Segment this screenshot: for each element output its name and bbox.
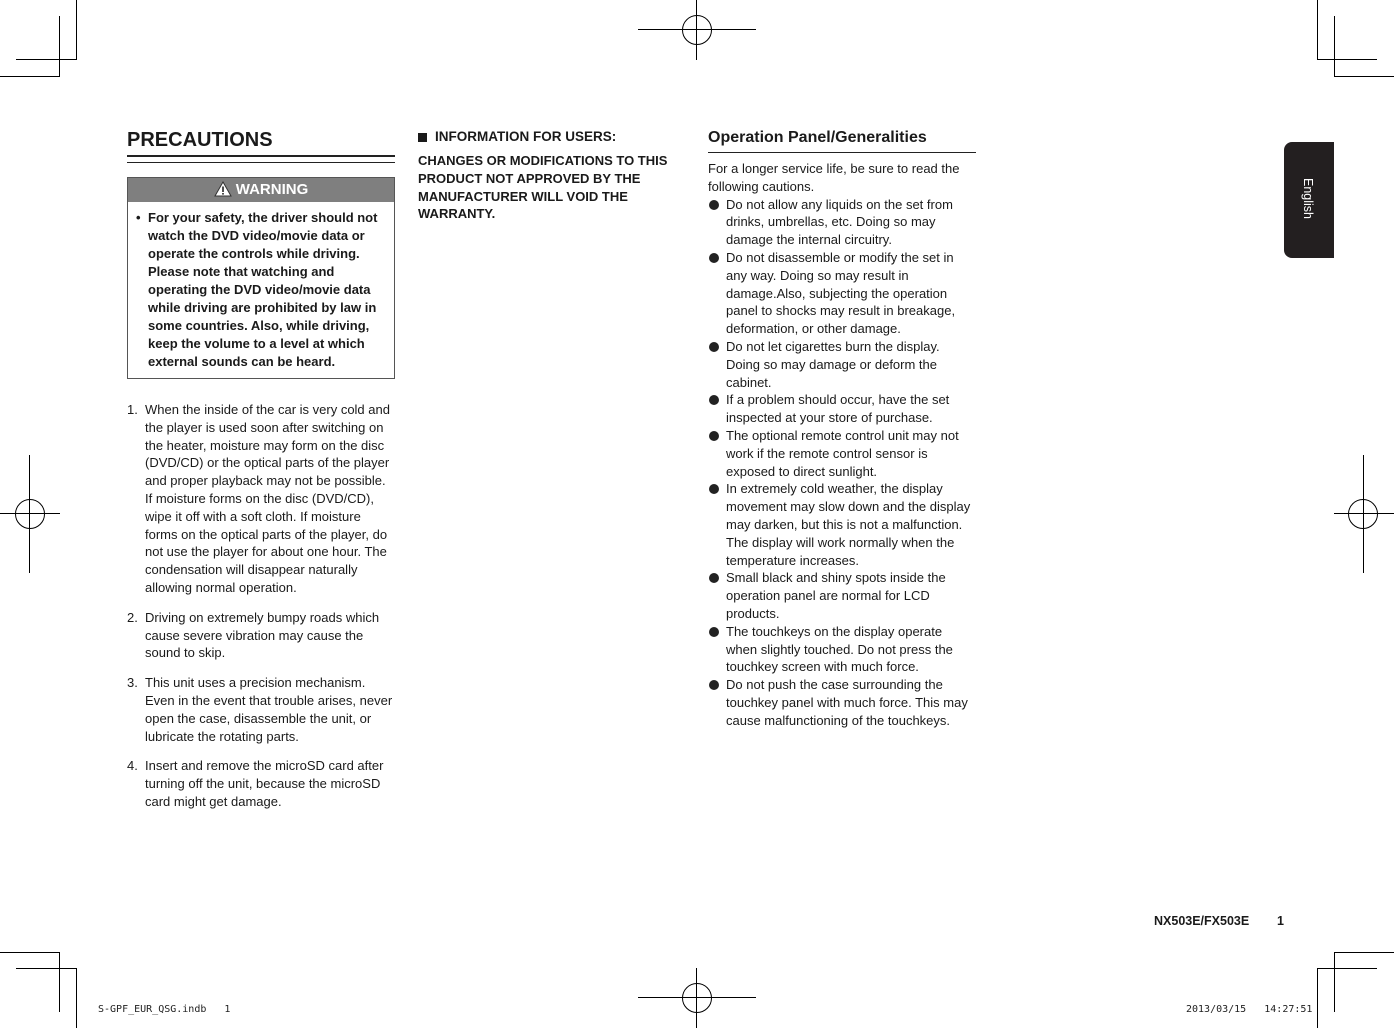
square-bullet-icon [418,133,427,142]
language-tab-label: English [1301,178,1315,219]
warning-label: WARNING [235,181,309,198]
list-item: Do not let cigarettes burn the display. Doing so may damage or deform the cabinet. [708,338,976,391]
title-rule [127,155,395,163]
list-item: 3. This unit uses a precision mechanism. Even in the event that trouble arises, never open the case, disassemble the unit, or lubricate the rotating parts. [127,675,393,744]
file-slug: S-GPF_EUR_QSG.indb 1 [98,1004,231,1015]
page-number: 1 [1277,914,1284,928]
warning-header [128,178,394,202]
bullet-mark: • [136,210,141,225]
list-item: The touchkeys on the display operate when slightly touched. Do not press the touchkey screen with much force. [708,623,976,676]
list-item: Do not disassemble or modify the set in any way. Doing so may result in damage.Also, subjecting the operation panel to shocks may result in breakage, deformation, or other damage. [708,249,976,338]
list-item: Small black and shiny spots inside the operation panel are normal for LCD products. [708,569,976,622]
list-item: Do not allow any liquids on the set from drinks, umbrellas, etc. Doing so may damage the internal circuitry. [708,196,976,249]
bullet-dot-icon [708,427,726,480]
bullet-dot-icon [708,391,726,427]
info-body: CHANGES OR MODIFICATIONS TO THIS PRODUCT NOT APPROVED BY THE MANUFACTURER WILL VOID THE WARRANTY. [418,153,668,222]
list-item: In extremely cold weather, the display movement may slow down and the display may darken, but this is not a malfunction. The display will work normally when the temperature increases. [708,480,976,569]
bullet-dot-icon [708,196,726,249]
language-tab [1284,142,1334,258]
warning-text: For your safety, the driver should not watch the DVD video/movie data or operate the controls while driving. Please note that watching and operating the DVD video/movie data while driving are prohibited by law in some countries. Also, while driving, keep the volume to a level at which external sounds can be heard. [148,210,378,369]
list-item: Do not push the case surrounding the touchkey panel with much force. This may cause malfunctioning of the touchkeys. [708,676,976,729]
operation-section [708,128,976,730]
bullet-dot-icon [708,623,726,676]
operation-intro: For a longer service life, be sure to read the following cautions. [708,161,960,194]
operation-rule [708,152,976,153]
info-section [418,128,676,223]
warning-body [128,202,394,378]
precautions-section [127,128,395,823]
list-item: If a problem should occur, have the set inspected at your store of purchase. [708,391,976,427]
bullet-dot-icon [708,338,726,391]
list-item: 4. Insert and remove the microSD card after turning off the unit, because the microSD card might get damage. [127,758,384,809]
operation-title: Operation Panel/Generalities [708,129,927,146]
operation-bullets [708,196,976,730]
list-item: The optional remote control unit may not work if the remote control sensor is exposed to direct sunlight. [708,427,976,480]
precautions-title: PRECAUTIONS [127,129,273,151]
bullet-dot-icon [708,249,726,338]
bullet-dot-icon [708,480,726,569]
bullet-dot-icon [708,569,726,622]
precautions-list [127,401,395,811]
warning-triangle-icon [214,181,232,197]
list-item: 1. When the inside of the car is very cold and the player is used soon after switching on the heater, moisture may form on the disc (DVD/CD) or the optical parts of the player and proper playback may not be possible. If moisture forms on the disc (DVD/CD), wipe it off with a soft cloth. If moisture forms on the optical parts of the player, do not use the player for about one hour. The condensation will disappear naturally allowing normal operation. [127,402,390,595]
warning-box [127,177,395,379]
timestamp-slug: 2013/03/15 14:27:51 [1186,1004,1313,1015]
model-number: NX503E/FX503E [1154,914,1250,928]
list-item: 2. Driving on extremely bumpy roads which cause severe vibration may cause the sound to skip. [127,609,380,661]
info-title: INFORMATION FOR USERS: [418,128,676,146]
bullet-dot-icon [708,676,726,729]
